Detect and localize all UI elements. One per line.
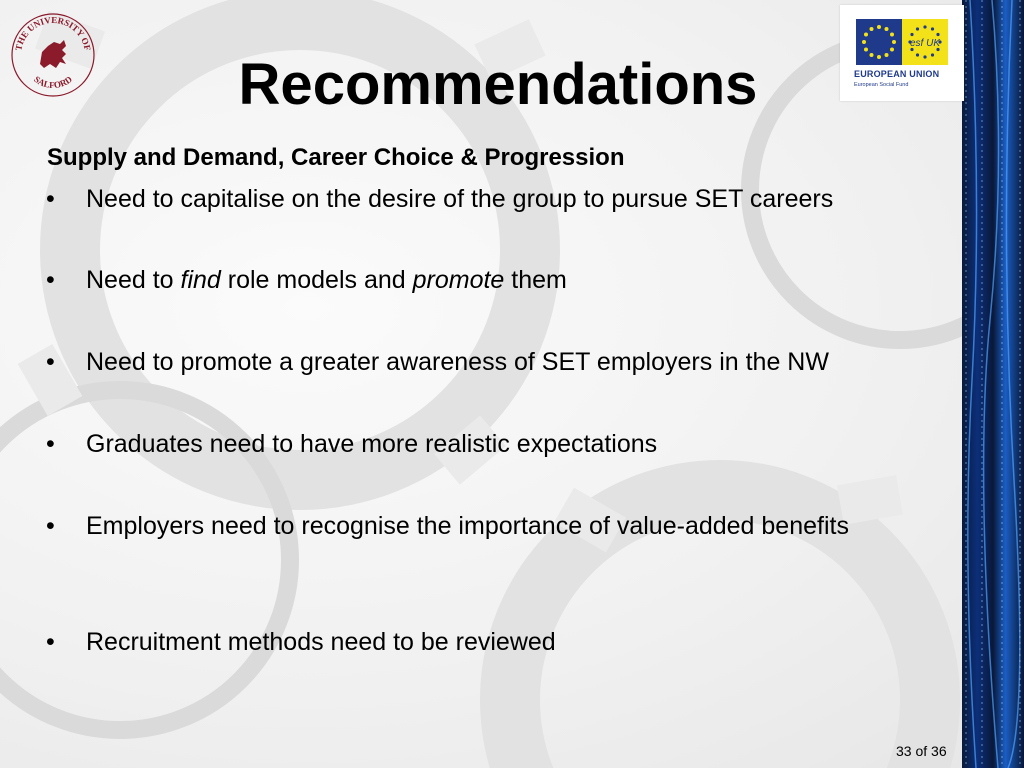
bullet-emphasis-promote: promote [412, 266, 505, 294]
svg-text:SALFORD: SALFORD [32, 74, 74, 91]
slide-title: Recommendations [238, 52, 758, 117]
bullet-dot: • [46, 512, 55, 540]
bullet-dot: • [46, 185, 55, 213]
eu-logo-title: EUROPEAN UNION [854, 69, 940, 79]
bullet-text: Need to promote a greater awareness of SET employers in the NW [86, 348, 829, 376]
esf-uk-label: esf UK [909, 38, 941, 49]
slide-subtitle: Supply and Demand, Career Choice & Progression [47, 144, 625, 171]
bullet-dot: • [46, 348, 55, 376]
bullet-dot: • [46, 266, 55, 294]
bullet-text-part: role models and [220, 266, 413, 294]
decorative-right-strip [962, 0, 1024, 768]
bullet-text: Recruitment methods need to be reviewed [86, 628, 556, 656]
bullet-text-part: them [504, 266, 567, 294]
bullet-dot: • [46, 628, 55, 656]
strip-pattern [962, 0, 1024, 768]
bullet-emphasis-find: find [180, 266, 221, 294]
bullet-text [86, 263, 946, 297]
bullet-text-part: Need to [86, 266, 181, 294]
page-number: 33 of 36 [896, 743, 947, 759]
bullet-text: Need to capitalise on the desire of the group to pursue SET careers [86, 185, 834, 213]
eu-logo-subtitle: European Social Fund [854, 82, 909, 88]
bullet-text: Graduates need to have more realistic expectations [86, 430, 658, 458]
svg-text:THE UNIVERSITY OF: THE UNIVERSITY OF [13, 14, 93, 52]
bullet-dot: • [46, 430, 55, 458]
bullet-text: Employers need to recognise the importance of value-added benefits [86, 512, 849, 540]
